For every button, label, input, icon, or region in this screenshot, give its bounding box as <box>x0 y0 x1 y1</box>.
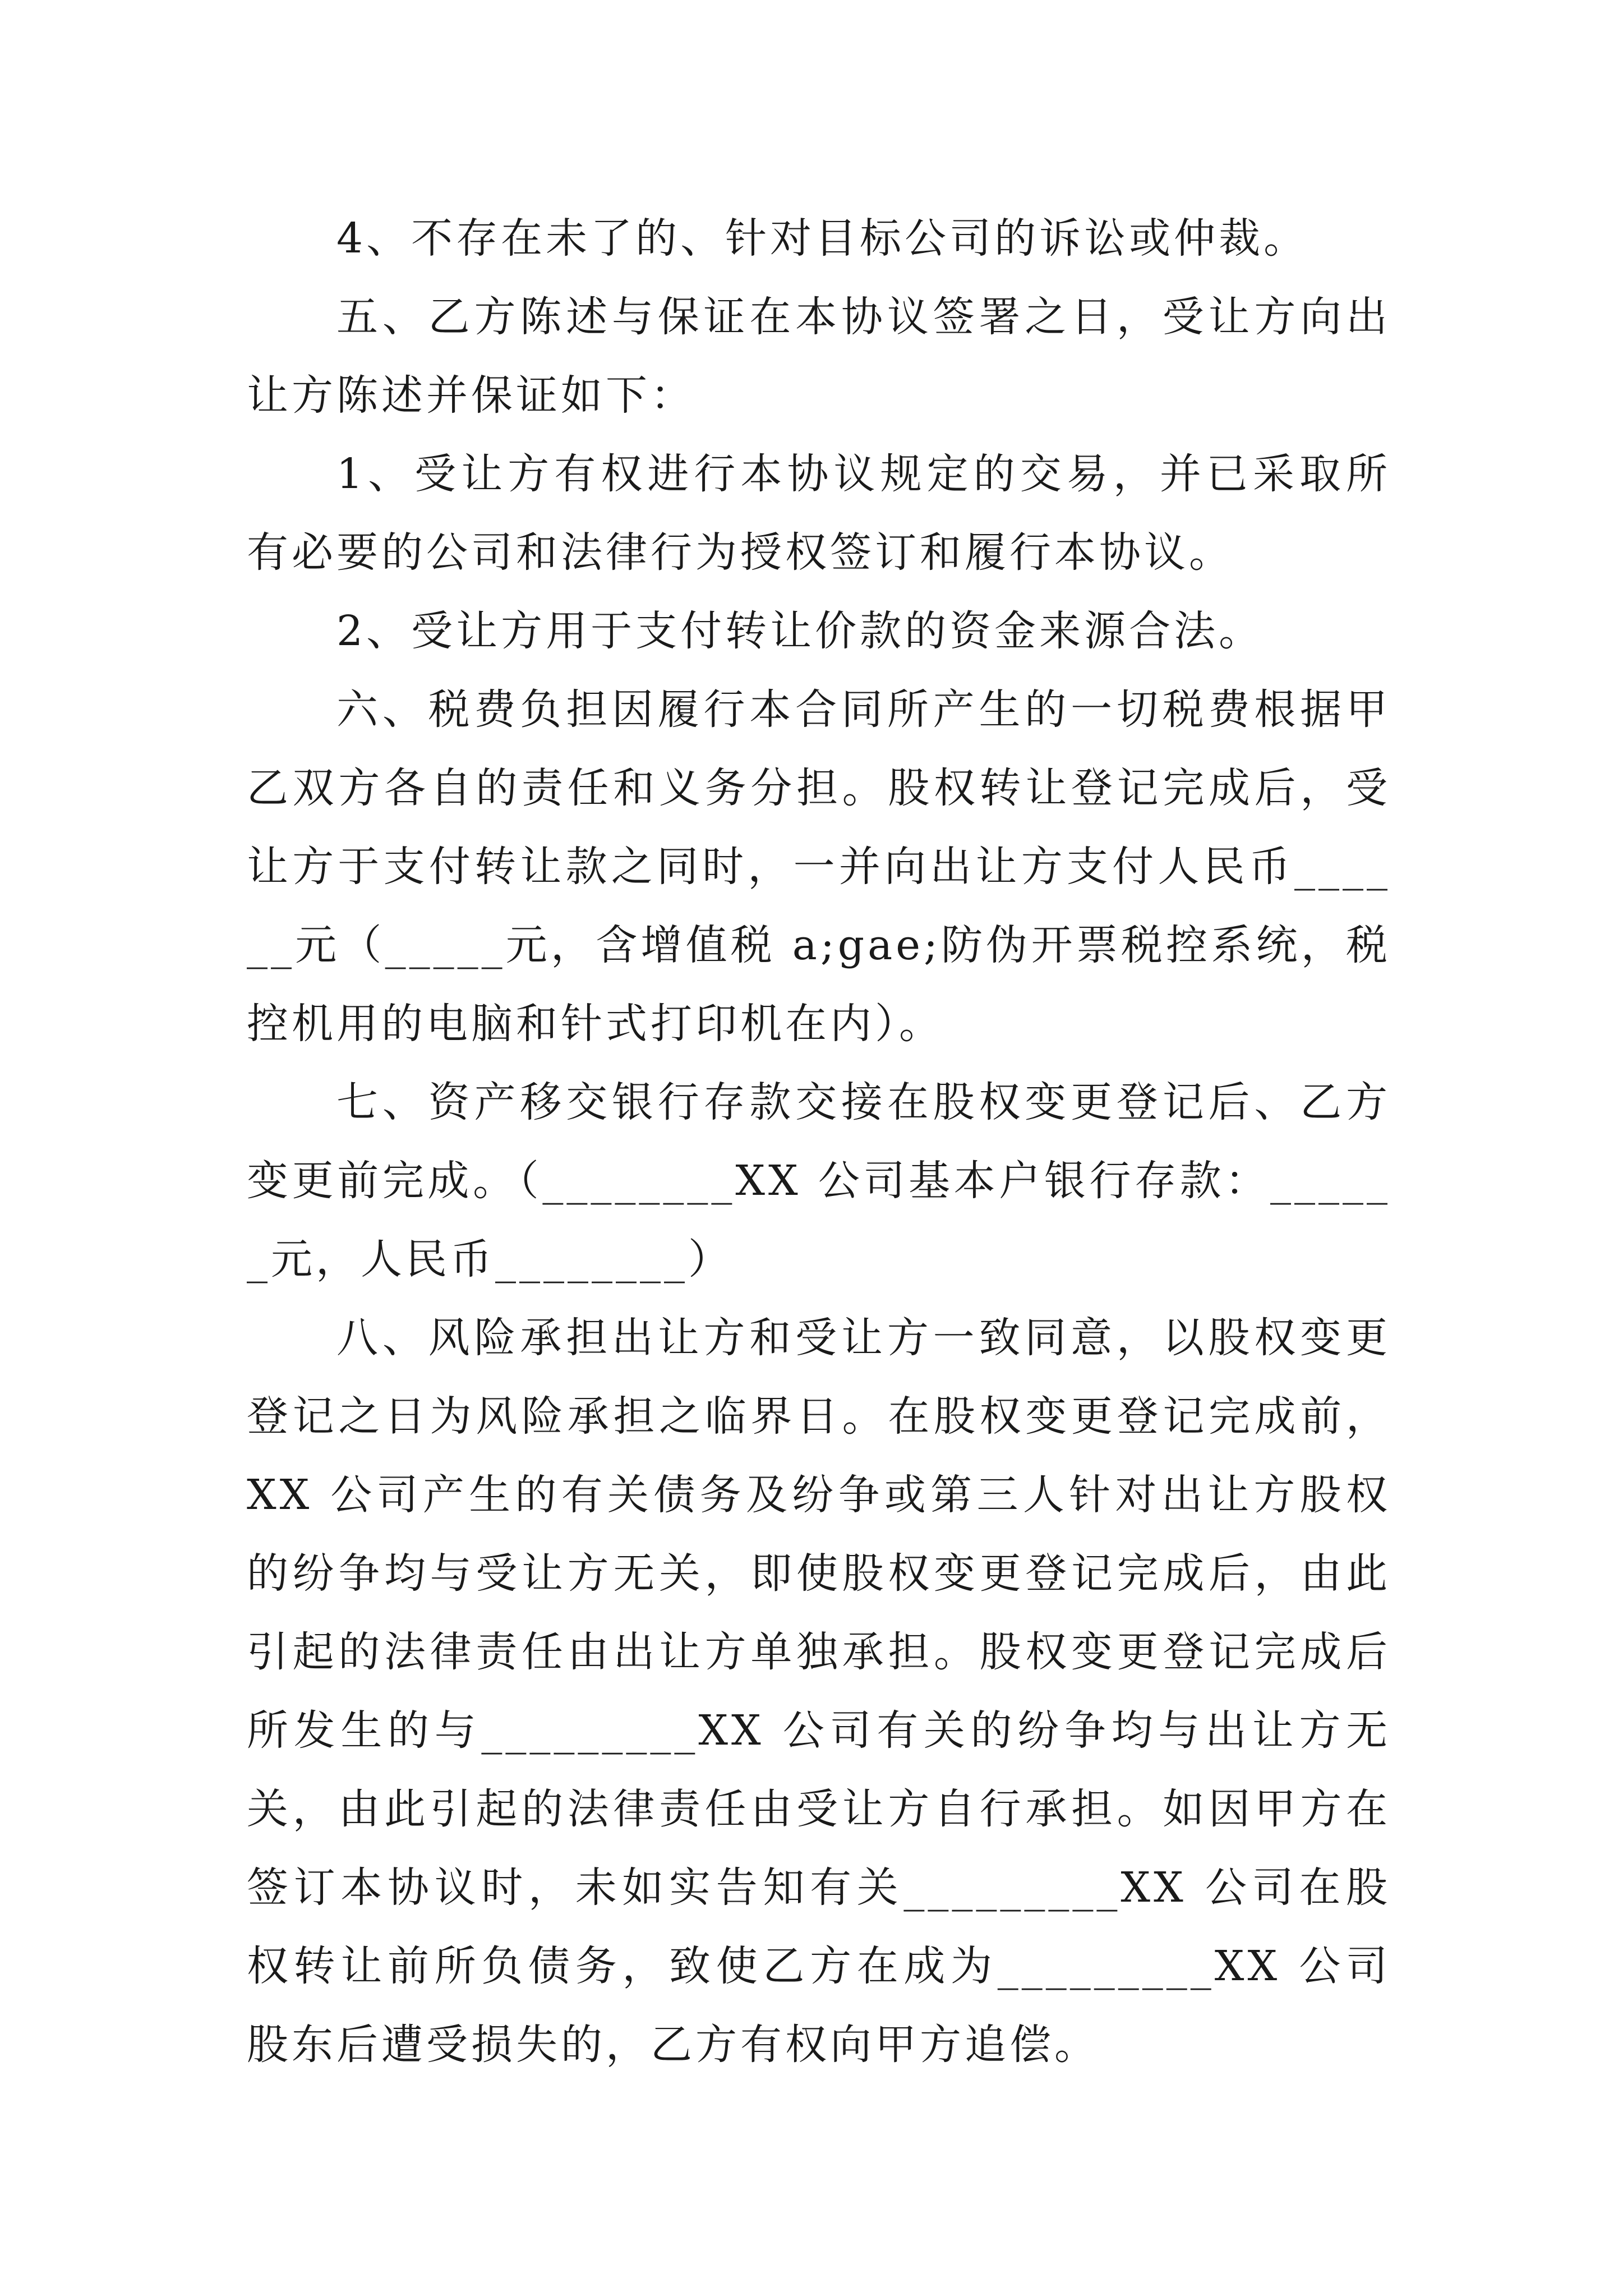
paragraph-risk-bearing: 八、风险承担出让方和受让方一致同意，以股权变更登记之日为风险承担之临界日。在股权变更登记完成前，XX 公司产生的有关债务及纷争或第三人针对出让方股权的纷争均与受让方无关，即使股权变更登记完成后，由此引起的法律责任由出让方单独承担。股权变更登记完成后所发生的与_________XX 公司有关的纷争均与出让方无关，由此引起的法律责任由受让方自行承担。如因甲方在签订本协议时，未如实告知有关_________XX 公司在股权转让前所负债务，致使乙方在成为_________XX 公司股东后遭受损失的，乙方有权向甲方追偿。 <box>247 1314 1391 2069</box>
paragraph-asset-transfer: 七、资产移交银行存款交接在股权变更登记后、乙方变更前完成。（________XX 公司基本户银行存款：______元，人民币________） <box>247 1078 1391 1283</box>
paragraph-litigation-clause: 4、不存在未了的、针对目标公司的诉讼或仲裁。 <box>336 214 1309 263</box>
paragraph-party-b-representations: 五、乙方陈述与保证在本协议签署之日，受让方向出让方陈述并保证如下： <box>247 293 1391 420</box>
paragraph-authority-clause: 1、受让方有权进行本协议规定的交易，并已采取所有必要的公司和法律行为授权签订和履行本协议。 <box>247 450 1391 577</box>
paragraph-funds-source-clause: 2、受让方用于支付转让价款的资金来源合法。 <box>336 607 1264 655</box>
document-body <box>247 199 1391 2084</box>
paragraph-tax-burden: 六、税费负担因履行本合同所产生的一切税费根据甲乙双方各自的责任和义务分担。股权转让登记完成后，受让方于支付转让款之同时，一并向出让方支付人民币______元（_____元，含增值税 a;gae;防伪开票税控系统，税控机用的电脑和针式打印机在内）。 <box>247 685 1391 1048</box>
